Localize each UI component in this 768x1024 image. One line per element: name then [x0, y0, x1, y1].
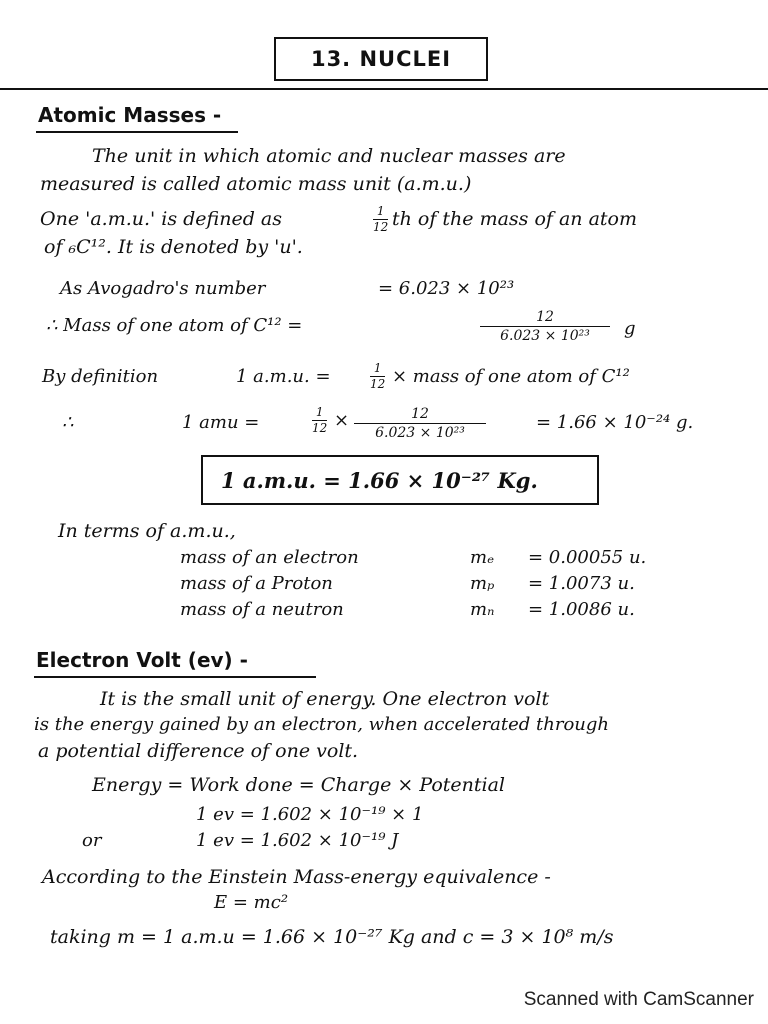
fraction-one-twelfth: 1 12: [370, 361, 386, 391]
ev-equation-2: 1 ev = 1.602 × 10⁻¹⁹ J: [196, 830, 399, 851]
page-title: 13. NUCLEI: [274, 37, 488, 81]
avogadro-label: As Avogadro's number: [60, 278, 266, 299]
heading-underline: [34, 676, 316, 678]
fraction-one-twelfth: 1 12: [373, 204, 389, 234]
by-definition-expr: × mass of one atom of C¹²: [392, 366, 630, 387]
boxed-amu-result: 1 a.m.u. = 1.66 × 10⁻²⁷ Kg.: [201, 455, 599, 505]
paragraph-line: is the energy gained by an electron, when accelerated through: [34, 714, 610, 735]
avogadro-value: = 6.023 × 10²³: [378, 278, 515, 299]
fraction-mass-one-atom: 12 6.023 × 10²³: [354, 406, 486, 441]
particle-value-electron: = 0.00055 u.: [528, 547, 647, 568]
fraction-mass-one-atom: 12 6.023 × 10²³: [480, 309, 610, 344]
particle-label-electron: mass of an electron: [180, 547, 359, 568]
paragraph-line: a potential difference of one volt.: [38, 740, 359, 762]
einstein-text: According to the Einstein Mass-energy equivalence -: [42, 866, 551, 888]
definition-text: th of the mass of an atom: [392, 208, 637, 230]
by-definition-expr: 1 a.m.u. =: [236, 366, 331, 387]
amu-calc-label: 1 amu =: [182, 412, 260, 433]
times-symbol: ×: [334, 410, 350, 431]
ev-equation-1: 1 ev = 1.602 × 10⁻¹⁹ × 1: [196, 804, 424, 825]
particle-value-proton: = 1.0073 u.: [528, 573, 635, 594]
mass-one-atom-label: ∴ Mass of one atom of C¹² =: [46, 315, 303, 336]
particle-value-neutron: = 1.0086 u.: [528, 599, 635, 620]
therefore-symbol: ∴: [62, 412, 74, 433]
taking-equation: taking m = 1 a.m.u = 1.66 × 10⁻²⁷ Kg and c = 3 × 10⁸ m/s: [50, 926, 614, 948]
heading-underline: [36, 131, 238, 133]
scanner-watermark: Scanned with CamScanner: [523, 989, 754, 1010]
particle-label-proton: mass of a Proton: [180, 573, 333, 594]
energy-equation: Energy = Work done = Charge × Potential: [92, 774, 505, 796]
paragraph-line: measured is called atomic mass unit (a.m.u.): [40, 173, 472, 195]
particle-symbol-neutron: mₙ: [470, 599, 495, 620]
mass-unit: g: [624, 318, 636, 339]
section-heading-electron-volt: Electron Volt (ev) -: [36, 648, 248, 672]
definition-text: One 'a.m.u.' is defined as: [40, 208, 282, 230]
by-definition-label: By definition: [42, 366, 159, 387]
paragraph-line: It is the small unit of energy. One electron volt: [100, 688, 550, 710]
section-heading-atomic-masses: Atomic Masses -: [38, 103, 222, 127]
emc2-equation: E = mc²: [214, 892, 289, 913]
terms-intro: In terms of a.m.u.,: [58, 520, 236, 542]
particle-label-neutron: mass of a neutron: [180, 599, 344, 620]
particle-symbol-proton: mₚ: [470, 573, 495, 594]
paragraph-line: The unit in which atomic and nuclear masses are: [92, 145, 566, 167]
definition-text: of ₆C¹². It is denoted by 'u'.: [44, 236, 303, 258]
title-rule: [0, 88, 768, 90]
particle-symbol-electron: mₑ: [470, 547, 495, 568]
fraction-one-twelfth: 1 12: [312, 405, 328, 435]
or-label: or: [82, 830, 102, 851]
amu-calc-result: = 1.66 × 10⁻²⁴ g.: [536, 412, 694, 433]
